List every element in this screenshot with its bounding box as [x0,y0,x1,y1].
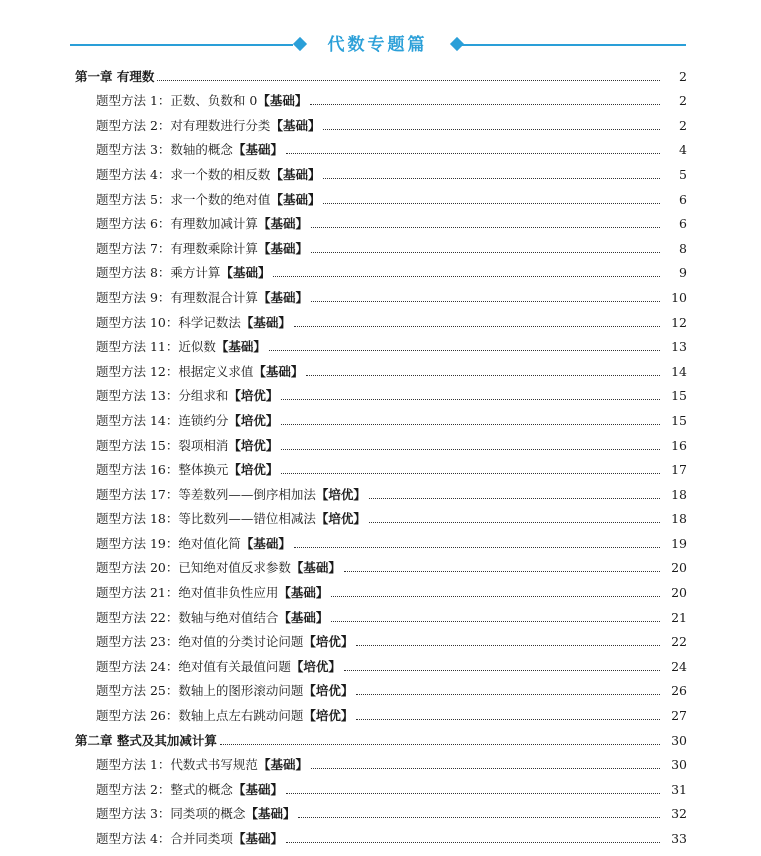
level-tag: 【基础】 [257,93,308,109]
level-tag: 【培优】 [228,412,279,428]
toc-entry[interactable] [0,775,761,800]
dot-leader [331,595,660,597]
page-number: 8 [679,240,687,256]
level-tag: 【基础】 [270,117,321,133]
toc-entry[interactable] [0,578,761,603]
dot-leader [281,398,660,400]
page-number: 15 [671,412,687,428]
toc-entry[interactable] [0,751,761,776]
page-number: 5 [679,166,687,182]
level-tag: 【培优】 [303,708,354,724]
toc-entry[interactable] [0,357,761,382]
dot-leader [286,841,660,843]
level-tag: 【培优】 [228,388,279,404]
page-number: 20 [671,585,687,601]
entry-label: 题型方法 2：对有理数进行分类 [96,117,271,133]
dot-leader [323,177,660,179]
page-number: 10 [671,289,687,305]
toc-entry[interactable] [0,652,761,677]
page-number: 13 [671,339,687,355]
entry-label: 题型方法 10：科学记数法 [96,314,241,330]
level-tag: 【基础】 [290,560,341,576]
header-rule-left [70,44,293,46]
chapter-title: 第一章 有理数 [75,68,155,84]
level-tag: 【基础】 [257,289,308,305]
entry-label: 题型方法 19：绝对值化简 [96,535,241,551]
page-number: 26 [671,683,687,699]
entry-label: 题型方法 16：整体换元 [96,462,229,478]
dot-leader [369,497,660,499]
page-number: 2 [679,117,687,133]
page-number: 15 [671,388,687,404]
toc-entry[interactable] [0,283,761,308]
entry-label: 题型方法 9：有理数混合计算 [96,289,258,305]
page-number: 21 [671,609,687,625]
toc-entry[interactable] [0,136,761,161]
page-number: 6 [679,191,687,207]
level-tag: 【基础】 [220,265,271,281]
dot-leader [331,620,660,622]
chapter-title: 第二章 整式及其加减计算 [75,732,217,748]
dot-leader [310,103,660,105]
entry-label: 题型方法 2：整式的概念 [96,781,233,797]
dot-leader [281,448,660,450]
dot-leader [157,79,660,81]
toc-entry[interactable] [0,701,761,726]
page-number: 12 [671,314,687,330]
chapter-entry[interactable] [0,726,761,751]
dot-leader [298,816,660,818]
page-number: 18 [671,486,687,502]
diamond-icon [293,37,307,51]
entry-label: 题型方法 13：分组求和 [96,388,229,404]
entry-label: 题型方法 17：等差数列——倒序相加法 [96,486,316,502]
toc-entry[interactable] [0,554,761,579]
toc-entry[interactable] [0,382,761,407]
entry-label: 题型方法 11：近似数 [96,339,216,355]
entry-label: 题型方法 23：绝对值的分类讨论问题 [96,634,304,650]
toc-entry[interactable] [0,529,761,554]
page-number: 2 [679,68,687,84]
dot-leader [286,792,660,794]
page-number: 24 [671,658,687,674]
page-number: 31 [671,781,687,797]
dot-leader [369,521,660,523]
page-number: 14 [671,363,687,379]
page-number: 33 [671,831,687,846]
entry-label: 题型方法 22：数轴与绝对值结合 [96,609,279,625]
entry-label: 题型方法 21：绝对值非负性应用 [96,585,279,601]
toc-entry[interactable] [0,431,761,456]
page-number: 20 [671,560,687,576]
toc-entry[interactable] [0,210,761,235]
toc-entry[interactable] [0,603,761,628]
dot-leader [273,275,660,277]
entry-label: 题型方法 14：连锁约分 [96,412,229,428]
level-tag: 【基础】 [257,240,308,256]
level-tag: 【培优】 [315,486,366,502]
toc-entry[interactable] [0,406,761,431]
level-tag: 【基础】 [240,535,291,551]
toc-entry[interactable] [0,234,761,259]
dot-leader [311,300,660,302]
dot-leader [323,202,660,204]
level-tag: 【基础】 [270,191,321,207]
level-tag: 【基础】 [278,585,329,601]
dot-leader [311,767,660,769]
level-tag: 【培优】 [290,658,341,674]
entry-label: 题型方法 12：根据定义求值 [96,363,254,379]
dot-leader [294,325,660,327]
level-tag: 【基础】 [253,363,304,379]
entry-label: 题型方法 4：求一个数的相反数 [96,166,271,182]
table-of-contents [0,62,761,849]
toc-entry[interactable] [0,456,761,481]
page-number: 4 [679,142,687,158]
dot-leader [220,743,660,745]
entry-label: 题型方法 26：数轴上点左右跳动问题 [96,708,304,724]
level-tag: 【培优】 [315,511,366,527]
entry-label: 题型方法 15：裂项相消 [96,437,229,453]
toc-entry[interactable] [0,333,761,358]
dot-leader [281,472,660,474]
page-number: 6 [679,216,687,232]
page-number: 18 [671,511,687,527]
dot-leader [311,226,660,228]
dot-leader [323,128,660,130]
entry-label: 题型方法 8：乘方计算 [96,265,221,281]
dot-leader [344,570,660,572]
entry-label: 题型方法 25：数轴上的图形滚动问题 [96,683,304,699]
header-rule-right [454,44,686,46]
level-tag: 【基础】 [232,831,283,846]
level-tag: 【基础】 [270,166,321,182]
level-tag: 【基础】 [257,216,308,232]
level-tag: 【培优】 [303,683,354,699]
level-tag: 【培优】 [303,634,354,650]
toc-entry[interactable] [0,111,761,136]
dot-leader [286,152,660,154]
dot-leader [356,718,660,720]
dot-leader [269,349,660,351]
level-tag: 【培优】 [228,462,279,478]
page-number: 19 [671,535,687,551]
dot-leader [311,251,660,253]
entry-label: 题型方法 24：绝对值有关最值问题 [96,658,291,674]
level-tag: 【基础】 [257,757,308,773]
page-number: 27 [671,708,687,724]
level-tag: 【培优】 [228,437,279,453]
page-number: 30 [671,757,687,773]
entry-label: 题型方法 3：同类项的概念 [96,806,246,822]
dot-leader [356,693,660,695]
level-tag: 【基础】 [278,609,329,625]
entry-label: 题型方法 18：等比数列——错位相减法 [96,511,316,527]
entry-label: 题型方法 6：有理数加减计算 [96,216,258,232]
toc-entry[interactable] [0,800,761,825]
toc-entry[interactable] [0,677,761,702]
level-tag: 【基础】 [232,142,283,158]
entry-label: 题型方法 1：代数式书写规范 [96,757,258,773]
dot-leader [294,546,660,548]
entry-label: 题型方法 3：数轴的概念 [96,142,233,158]
toc-entry[interactable] [0,628,761,653]
dot-leader [281,423,660,425]
entry-label: 题型方法 7：有理数乘除计算 [96,240,258,256]
page-number: 17 [671,462,687,478]
page-number: 16 [671,437,687,453]
entry-label: 题型方法 20：已知绝对值反求参数 [96,560,291,576]
entry-label: 题型方法 4：合并同类项 [96,831,233,846]
dot-leader [344,669,660,671]
page-number: 30 [671,732,687,748]
section-title: 代数专题篇 [327,35,428,55]
toc-entry[interactable] [0,160,761,185]
page-number: 9 [679,265,687,281]
level-tag: 【基础】 [240,314,291,330]
toc-entry[interactable] [0,308,761,333]
dot-leader [306,374,660,376]
level-tag: 【基础】 [245,806,296,822]
entry-label: 题型方法 1：正数、负数和 0 [96,93,258,109]
toc-entry[interactable] [0,259,761,284]
dot-leader [356,644,660,646]
toc-entry[interactable] [0,87,761,112]
chapter-entry[interactable] [0,62,761,87]
page-number: 32 [671,806,687,822]
level-tag: 【基础】 [215,339,266,355]
page-number: 2 [679,93,687,109]
section-header [70,33,686,57]
toc-entry[interactable] [0,185,761,210]
entry-label: 题型方法 5：求一个数的绝对值 [96,191,271,207]
toc-entry[interactable] [0,824,761,849]
page-number: 22 [671,634,687,650]
level-tag: 【基础】 [232,781,283,797]
toc-entry[interactable] [0,480,761,505]
toc-entry[interactable] [0,505,761,530]
